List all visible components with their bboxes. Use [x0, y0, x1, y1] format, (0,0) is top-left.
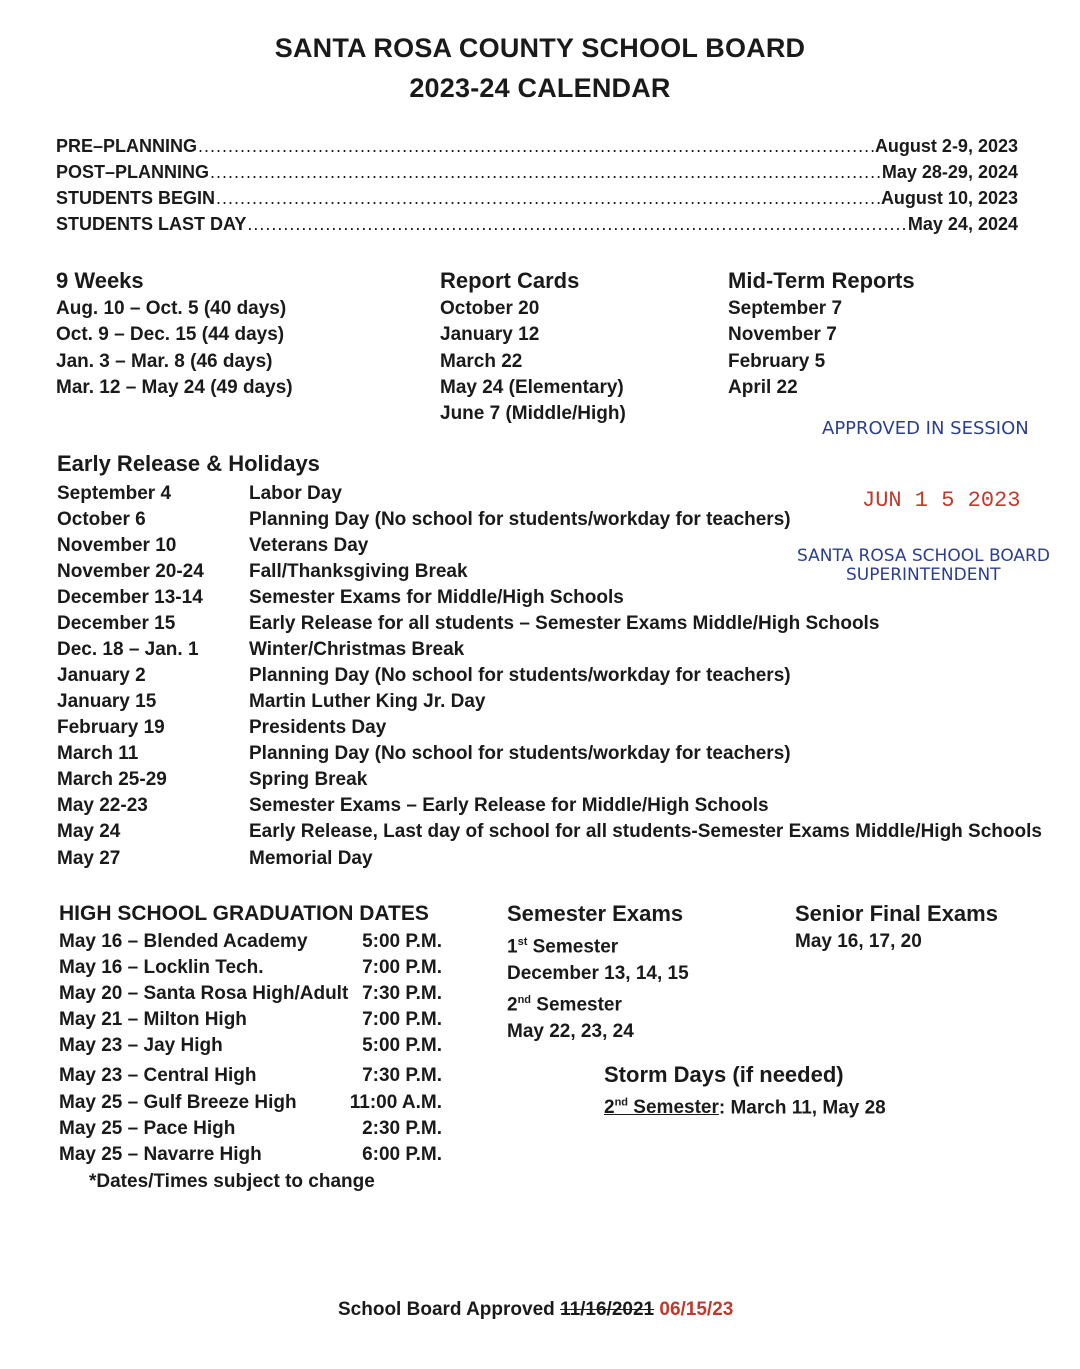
storm-days-line	[604, 1090, 886, 1122]
graduation-time: 7:00 P.M.	[362, 957, 442, 978]
key-date-label: STUDENTS LAST DAY	[56, 214, 247, 234]
holiday-event: Planning Day (No school for students/workday for teachers)	[249, 665, 791, 686]
graduation-time: 5:00 P.M.	[362, 931, 442, 952]
holiday-date: May 22-23	[57, 795, 148, 816]
key-date-label: PRE–PLANNING	[56, 136, 198, 156]
key-date-value: May 28-29, 2024	[881, 162, 1018, 182]
holiday-date: February 19	[57, 717, 165, 738]
key-date-value: August 2-9, 2023	[874, 136, 1018, 156]
report-cards-heading: Report Cards	[440, 268, 580, 293]
holiday-date: May 27	[57, 848, 121, 869]
leader-dots	[247, 214, 907, 235]
graduation-time: 7:00 P.M.	[362, 1009, 442, 1030]
holiday-date: November 10	[57, 535, 177, 556]
graduation-note: *Dates/Times subject to change	[89, 1171, 375, 1192]
holiday-event: Presidents Day	[249, 717, 387, 738]
key-date-row	[56, 188, 1018, 209]
footer-label: School Board Approved	[338, 1299, 561, 1320]
key-date-label: STUDENTS BEGIN	[56, 188, 216, 208]
footer-new-date: 06/15/23	[654, 1299, 734, 1320]
list-item: September 7	[728, 298, 843, 319]
key-date-row	[56, 214, 1018, 235]
holiday-event: Winter/Christmas Break	[249, 639, 465, 660]
list-item: May 24 (Elementary)	[440, 376, 624, 398]
holiday-date: May 24	[57, 821, 121, 842]
colon: :	[718, 1097, 726, 1119]
storm-semester-label	[604, 1097, 719, 1118]
holiday-date: January 15	[57, 691, 157, 712]
graduation-time: 7:30 P.M.	[362, 983, 442, 1004]
first-semester-label	[507, 929, 689, 961]
graduation-school: May 25 – Navarre High	[59, 1144, 262, 1165]
graduation-time: 6:00 P.M.	[362, 1144, 442, 1165]
senior-finals-heading: Senior Final Exams	[795, 901, 998, 926]
mid-term-section	[728, 268, 915, 401]
list-item: February 5	[728, 350, 826, 372]
leader-dots	[198, 136, 874, 157]
nine-weeks-section	[56, 268, 293, 401]
holidays-heading: Early Release & Holidays	[57, 451, 320, 476]
ordinal-suffix: st	[517, 936, 528, 948]
graduation-school: May 25 – Pace High	[59, 1118, 236, 1139]
mid-term-heading: Mid-Term Reports	[728, 268, 915, 293]
holiday-date: March 25-29	[57, 769, 167, 790]
ordinal-suffix: nd	[517, 993, 532, 1006]
list-item: January 12	[440, 324, 540, 346]
holiday-event: Martin Luther King Jr. Day	[249, 691, 486, 712]
holiday-date: Dec. 18 – Jan. 1	[57, 639, 199, 660]
graduation-school: May 20 – Santa Rosa High/Adult	[59, 983, 349, 1004]
holiday-event: Early Release, Last day of school for all students-Semester Exams Middle/High Schools	[249, 821, 1042, 842]
storm-days-dates: March 11, May 28	[725, 1097, 886, 1119]
key-date-value: May 24, 2024	[907, 214, 1018, 234]
first-semester-dates: December 13, 14, 15	[507, 962, 689, 984]
list-item: October 20	[440, 298, 540, 319]
footer-old-date: 11/16/2021	[560, 1299, 655, 1320]
holiday-event: Fall/Thanksgiving Break	[249, 561, 468, 582]
stamp-approved: APPROVED IN SESSION	[822, 418, 1029, 439]
semester-exams-section	[507, 901, 689, 1045]
list-item: Mar. 12 – May 24 (49 days)	[56, 376, 293, 398]
ordinal-number: 2	[507, 994, 518, 1016]
holiday-event: Semester Exams – Early Release for Middle/High Schools	[249, 795, 769, 816]
graduation-school: May 23 – Central High	[59, 1065, 257, 1086]
list-item: June 7 (Middle/High)	[440, 403, 626, 425]
key-date-label: POST–PLANNING	[56, 162, 210, 182]
semester-exams-heading: Semester Exams	[507, 901, 684, 926]
graduation-school: May 25 – Gulf Breeze High	[59, 1092, 297, 1113]
leader-dots	[210, 162, 881, 183]
key-date-value: August 10, 2023	[880, 188, 1018, 208]
holiday-event: Memorial Day	[249, 848, 373, 869]
semester-word: Semester	[531, 994, 622, 1016]
holiday-event: Spring Break	[249, 769, 368, 790]
graduation-heading: HIGH SCHOOL GRADUATION DATES	[59, 902, 429, 925]
graduation-time: 2:30 P.M.	[362, 1118, 442, 1139]
graduation-school: May 16 – Blended Academy	[59, 931, 308, 952]
graduation-time: 7:30 P.M.	[362, 1065, 442, 1086]
graduation-time: 11:00 A.M.	[349, 1092, 442, 1113]
graduation-school: May 23 – Jay High	[59, 1035, 223, 1056]
holiday-date: January 2	[57, 665, 146, 686]
ordinal-suffix: nd	[614, 1097, 629, 1109]
graduation-time: 5:00 P.M.	[362, 1035, 442, 1056]
leader-dots	[216, 188, 880, 209]
graduation-school: May 21 – Milton High	[59, 1009, 247, 1030]
holiday-event: Semester Exams for Middle/High Schools	[249, 587, 624, 608]
list-item: Jan. 3 – Mar. 8 (46 days)	[56, 350, 273, 372]
holiday-event: Early Release for all students – Semester Exams Middle/High Schools	[249, 613, 880, 634]
holiday-date: March 11	[57, 743, 139, 764]
holiday-event: Planning Day (No school for students/workday for teachers)	[249, 743, 791, 764]
holiday-event: Veterans Day	[249, 535, 369, 556]
second-semester-dates: May 22, 23, 24	[507, 1020, 634, 1042]
ordinal-number: 1	[507, 936, 518, 958]
senior-finals-dates: May 16, 17, 20	[795, 931, 922, 952]
page-subtitle: 2023-24 CALENDAR	[409, 73, 671, 103]
holiday-date: October 6	[57, 509, 146, 530]
senior-finals-section	[795, 901, 998, 955]
report-cards-section	[440, 268, 626, 427]
list-item: Oct. 9 – Dec. 15 (44 days)	[56, 324, 285, 346]
list-item: April 22	[728, 376, 798, 398]
holiday-date: December 15	[57, 613, 176, 634]
holiday-date: November 20-24	[57, 561, 204, 582]
list-item: November 7	[728, 324, 837, 346]
list-item: Aug. 10 – Oct. 5 (40 days)	[56, 298, 287, 319]
holiday-event: Labor Day	[249, 483, 342, 504]
nine-weeks-heading: 9 Weeks	[56, 268, 144, 293]
stamp-board: SANTA ROSA SCHOOL BOARD	[797, 546, 1050, 566]
holiday-event: Planning Day (No school for students/workday for teachers)	[249, 509, 791, 530]
list-item: March 22	[440, 350, 523, 372]
stamp-date: JUN 1 5 2023	[862, 488, 1021, 513]
holiday-date: September 4	[57, 483, 172, 504]
graduation-school: May 16 – Locklin Tech.	[59, 957, 264, 978]
semester-word: Semester	[527, 936, 619, 958]
semester-word: Semester	[628, 1097, 719, 1119]
key-date-row	[56, 162, 1018, 183]
footer-approval	[338, 1299, 733, 1321]
storm-days-heading: Storm Days (if needed)	[604, 1062, 844, 1087]
ordinal-number: 2	[604, 1097, 615, 1119]
page-title: SANTA ROSA COUNTY SCHOOL BOARD	[274, 33, 806, 63]
storm-days-section	[604, 1062, 886, 1122]
key-date-row	[56, 136, 1018, 157]
second-semester-label	[507, 987, 689, 1019]
holiday-date: December 13-14	[57, 587, 203, 608]
stamp-role: SUPERINTENDENT	[846, 565, 1001, 585]
